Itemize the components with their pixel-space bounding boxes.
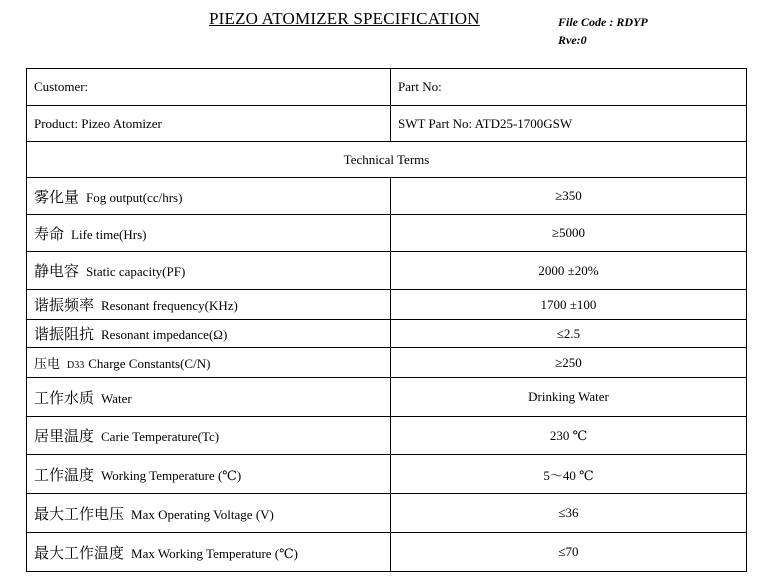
param-cn: 最大工作温度 — [34, 543, 125, 562]
param-en: Resonant frequency(KHz) — [101, 298, 238, 313]
param-en: Carie Temperature(Tc) — [101, 429, 220, 444]
revision: Rve:0 — [558, 33, 587, 47]
param-cn: 雾化量 — [34, 187, 80, 206]
param-cell — [27, 348, 391, 378]
param-cn: 最大工作电压 — [34, 504, 125, 523]
part-no-cell: Part No: — [391, 69, 747, 106]
param-en: Resonant impedance(Ω) — [101, 327, 228, 342]
value-cell: ≥350 — [391, 178, 747, 215]
param-cell — [27, 290, 391, 320]
param-cell — [27, 533, 391, 572]
value-cell: ≤2.5 — [391, 320, 747, 348]
value-cell: ≥250 — [391, 348, 747, 378]
param-cell — [27, 455, 391, 494]
file-code-block — [558, 13, 648, 49]
table-row — [27, 378, 747, 417]
table-row — [27, 455, 747, 494]
table-row — [27, 494, 747, 533]
param-en: Max Working Temperature (℃) — [131, 545, 298, 561]
param-cell — [27, 215, 391, 252]
table-row — [27, 69, 747, 106]
specification-table — [26, 68, 747, 572]
param-cell — [27, 494, 391, 533]
param-cn: 工作温度 — [34, 465, 95, 484]
table-row — [27, 106, 747, 142]
param-en: Charge Constants(C/N) — [88, 356, 211, 371]
param-en: Life time(Hrs) — [71, 226, 147, 242]
value-cell: 2000 ±20% — [391, 252, 747, 290]
product-cell: Product: Pizeo Atomizer — [27, 106, 391, 142]
table-row — [27, 533, 747, 572]
value-cell: 5～40 ℃ — [391, 455, 747, 494]
param-en: Static capacity(PF) — [86, 264, 186, 279]
table-row — [27, 320, 747, 348]
customer-cell: Customer: — [27, 69, 391, 106]
swt-part-no-cell: SWT Part No: ATD25-1700GSW — [391, 106, 747, 142]
table-row — [27, 252, 747, 290]
param-cell — [27, 320, 391, 348]
param-cn: 谐振阻抗 — [34, 325, 95, 343]
value-cell: ≤70 — [391, 533, 747, 572]
param-cn: 工作水质 — [34, 388, 95, 407]
table-row — [27, 215, 747, 252]
value-cell: ≤36 — [391, 494, 747, 533]
param-cn: 压电 — [34, 357, 61, 372]
file-code: File Code : RDYP — [558, 15, 648, 29]
param-cell — [27, 178, 391, 215]
param-cn: 谐振频率 — [34, 296, 95, 314]
d33-label: D33 — [67, 360, 85, 371]
param-en: Working Temperature (℃) — [101, 467, 242, 483]
param-cn: 寿命 — [34, 224, 65, 243]
param-en: Max Operating Voltage (V) — [131, 506, 274, 522]
value-cell: 1700 ±100 — [391, 290, 747, 320]
value-cell: ≥5000 — [391, 215, 747, 252]
param-cn: 静电容 — [34, 262, 80, 280]
table-row — [27, 142, 747, 178]
table-row — [27, 178, 747, 215]
value-cell: Drinking Water — [391, 378, 747, 417]
param-en: Fog output(cc/hrs) — [86, 189, 183, 205]
param-en: Water — [101, 390, 132, 406]
document-title: PIEZO ATOMIZER SPECIFICATION — [209, 9, 480, 28]
table-row — [27, 290, 747, 320]
param-cn: 居里温度 — [34, 427, 95, 445]
value-cell: 230 ℃ — [391, 417, 747, 455]
table-row — [27, 348, 747, 378]
technical-terms-header: Technical Terms — [27, 142, 747, 178]
param-cell — [27, 417, 391, 455]
table-row — [27, 417, 747, 455]
param-cell — [27, 378, 391, 417]
param-cell — [27, 252, 391, 290]
